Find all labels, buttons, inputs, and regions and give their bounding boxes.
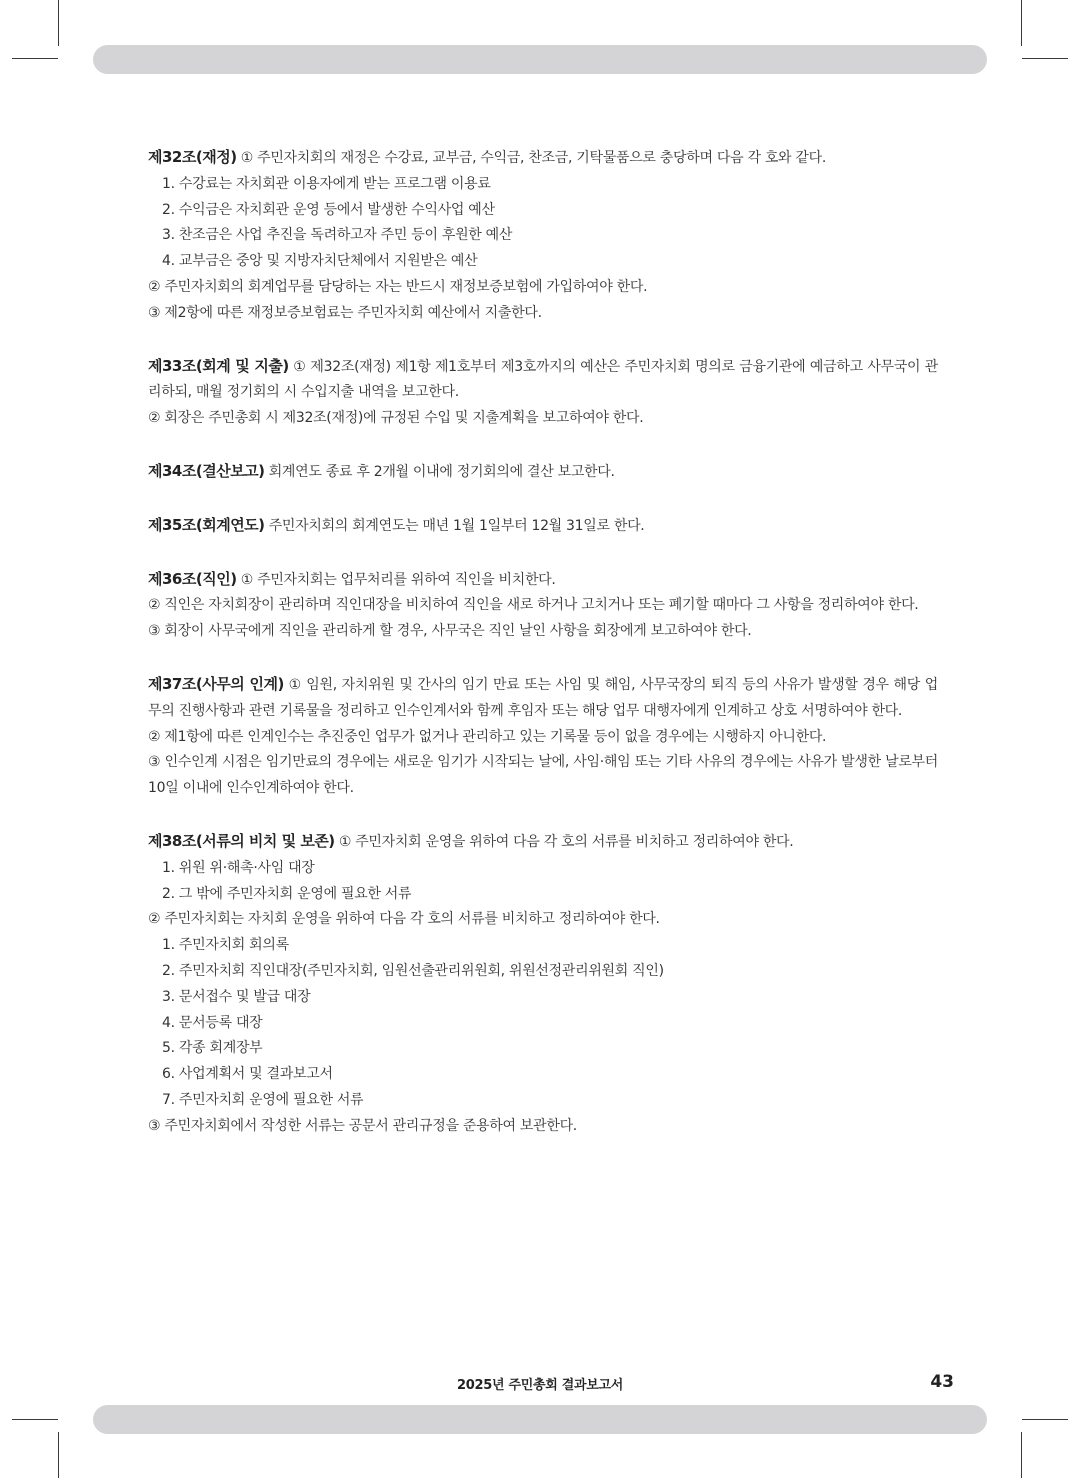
crop-mark: [58, 0, 59, 46]
list-item: 4. 문서등록 대장: [162, 1014, 263, 1031]
article-32: [148, 145, 938, 327]
article-first-line: [148, 145, 938, 172]
clause: ③ 회장이 사무국에게 직인을 관리하게 할 경우, 사무국은 직인 날인 사항을 회장에게 보고하여야 한다.: [148, 623, 752, 640]
page-number: 43: [930, 1372, 954, 1392]
list-item: 4. 교부금은 중앙 및 지방자치단체에서 지원받은 예산: [162, 253, 478, 270]
article-33: [148, 354, 938, 432]
clause: ② 제1항에 따른 인계인수는 추진중인 업무가 없거나 관리하고 있는 기록물 등이 없을 경우에는 시행하지 아니한다.: [148, 728, 827, 745]
article-text: ① 임원, 자치위원 및 간사의 임기 만료 또는 사임 및 해임, 사무국장의 퇴직 등의 사유가 발생할 경우 해당 업무의 진행사항과 관련 기록물을 정리하고 인수인계서와 함께 후임자 또는 해당 업무 대행자에게 인계하고 상호 서명하여야 한다.: [148, 676, 938, 719]
article-text: 주민자치회의 회계연도는 매년 1월 1일부터 12월 31일로 한다.: [268, 517, 645, 534]
article-text: 회계연도 종료 후 2개월 이내에 정기회의에 결산 보고한다.: [268, 463, 615, 480]
article-heading: 제36조(직인): [148, 569, 237, 588]
clause: ② 주민자치회는 자치회 운영을 위하여 다음 각 호의 서류를 비치하고 정리하여야 한다.: [148, 911, 660, 928]
article-first-line: [148, 459, 938, 486]
clause: ② 주민자치회의 회계업무를 담당하는 자는 반드시 재정보증보험에 가입하여야 한다.: [148, 278, 648, 295]
clause: ② 직인은 자치회장이 관리하며 직인대장을 비치하여 직인을 새로 하거나 고치거나 또는 폐기할 때마다 그 사항을 정리하여야 한다.: [148, 597, 919, 614]
list-item: 1. 위원 위·해촉·사임 대장: [162, 859, 315, 876]
list-item: 2. 그 밖에 주민자치회 운영에 필요한 서류: [162, 885, 412, 902]
clause: ③ 제2항에 따른 재정보증보험료는 주민자치회 예산에서 지출한다.: [148, 304, 542, 321]
article-heading: 제38조(서류의 비치 및 보존): [148, 831, 335, 850]
document-body: [148, 145, 938, 1167]
crop-mark: [12, 1419, 58, 1420]
article-heading: 제37조(사무의 인계): [148, 674, 284, 693]
list-item: 7. 주민자치회 운영에 필요한 서류: [162, 1091, 364, 1108]
clause: ③ 주민자치회에서 작성한 서류는 공문서 관리규정을 준용하여 보관한다.: [148, 1117, 577, 1134]
article-text: ① 제32조(재정) 제1항 제1호부터 제3호까지의 예산은 주민자치회 명의로 금융기관에 예금하고 사무국이 관리하되, 매월 정기회의 시 수입지출 내역을 보고한다.: [148, 358, 938, 401]
crop-mark: [1022, 1419, 1068, 1420]
crop-mark: [1021, 1432, 1022, 1478]
article-first-line: [148, 513, 938, 540]
crop-mark: [1021, 0, 1022, 46]
list-item: 2. 주민자치회 직인대장(주민자치회, 임원선출관리위원회, 위원선정관리위원회 직인): [162, 962, 664, 979]
article-text: ① 주민자치회는 업무처리를 위하여 직인을 비치한다.: [240, 571, 556, 588]
list-item: 3. 찬조금은 사업 추진을 독려하고자 주민 등이 후원한 예산: [162, 227, 513, 244]
article-first-line: [148, 567, 938, 594]
article-first-line: [148, 672, 938, 725]
article-34: [148, 459, 938, 486]
article-heading: 제35조(회계연도): [148, 515, 265, 534]
clause: ② 회장은 주민총회 시 제32조(재정)에 규정된 수입 및 지출계획을 보고하여야 한다.: [148, 410, 644, 427]
article-heading: 제32조(재정): [148, 148, 237, 166]
article-text: ① 주민자치회의 재정은 수강료, 교부금, 수익금, 찬조금, 기탁물품으로 충당하며 다음 각 호와 같다.: [240, 150, 827, 166]
article-heading: 제33조(회계 및 지출): [148, 356, 289, 375]
article-38: [148, 829, 938, 1140]
crop-mark: [1022, 58, 1068, 59]
article-37: [148, 672, 938, 802]
list-item: 3. 문서접수 및 발급 대장: [162, 988, 311, 1005]
article-text: ① 주민자치회 운영을 위하여 다음 각 호의 서류를 비치하고 정리하여야 한다.: [338, 833, 794, 850]
article-first-line: [148, 354, 938, 407]
footer-band: [93, 1405, 987, 1434]
list-item: 6. 사업계획서 및 결과보고서: [162, 1066, 333, 1083]
list-item: 2. 수익금은 자치회관 운영 등에서 발생한 수익사업 예산: [162, 201, 495, 218]
list-item: 5. 각종 회계장부: [162, 1040, 263, 1057]
list-item: 1. 수강료는 자치회관 이용자에게 받는 프로그램 이용료: [162, 175, 491, 192]
article-heading: 제34조(결산보고): [148, 461, 265, 480]
article-35: [148, 513, 938, 540]
article-first-line: [148, 829, 938, 856]
clause: ③ 인수인계 시점은 임기만료의 경우에는 새로운 임기가 시작되는 날에, 사임·해임 또는 기타 사유의 경우에는 사유가 발생한 날로부터 10일 이내에 인수인계하여야 한다.: [148, 754, 938, 797]
header-band: [93, 45, 987, 74]
article-36: [148, 567, 938, 645]
footer-title: 2025년 주민총회 결과보고서: [456, 1378, 623, 1393]
crop-mark: [12, 58, 58, 59]
crop-mark: [58, 1432, 59, 1478]
list-item: 1. 주민자치회 회의록: [162, 937, 289, 954]
